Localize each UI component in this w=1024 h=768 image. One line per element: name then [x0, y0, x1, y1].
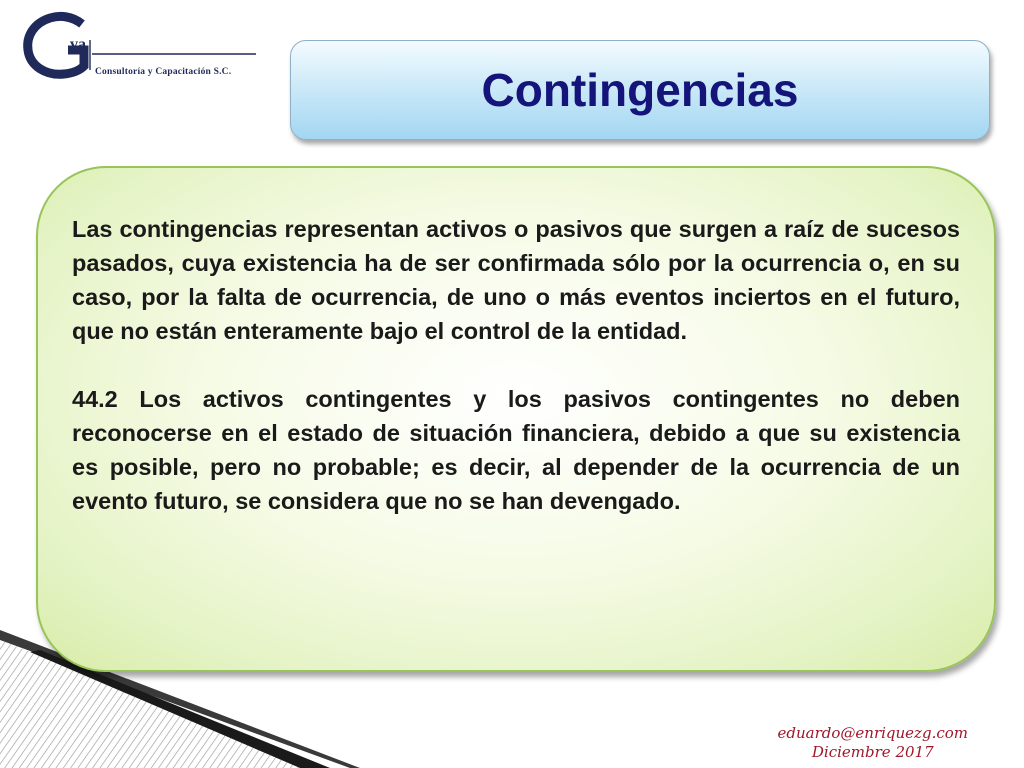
- footer-email: eduardo@enriquezg.com: [777, 724, 968, 742]
- logo-letters: va: [70, 36, 86, 53]
- content-panel: [36, 166, 996, 672]
- title-banner: [290, 40, 990, 140]
- footer-date: Diciembre 2017: [811, 743, 934, 761]
- paragraph-definition: Las contingencias representan activos o pasivos que surgen a raíz de sucesos pasados, cuya existencia ha de ser confirmada sólo por la ocurrencia o, en su caso, por la falta de ocurrencia, de uno o más eventos inciertos en el futuro, que no están enteramente bajo el control de la entidad.: [72, 216, 960, 344]
- footer: [778, 724, 968, 762]
- slide-title: Contingencias: [481, 64, 799, 116]
- paragraph-recognition: 44.2 Los activos contingentes y los pasivos contingentes no deben reconocerse en el estado de situación financiera, debido a que su existencia es posible, pero no probable; es decir, al depender de la ocurrencia de un evento futuro, se considera que no se han devengado.: [72, 386, 960, 514]
- company-logo: [20, 10, 260, 84]
- logo-subtitle: Consultoría y Capacitación S.C.: [95, 67, 232, 77]
